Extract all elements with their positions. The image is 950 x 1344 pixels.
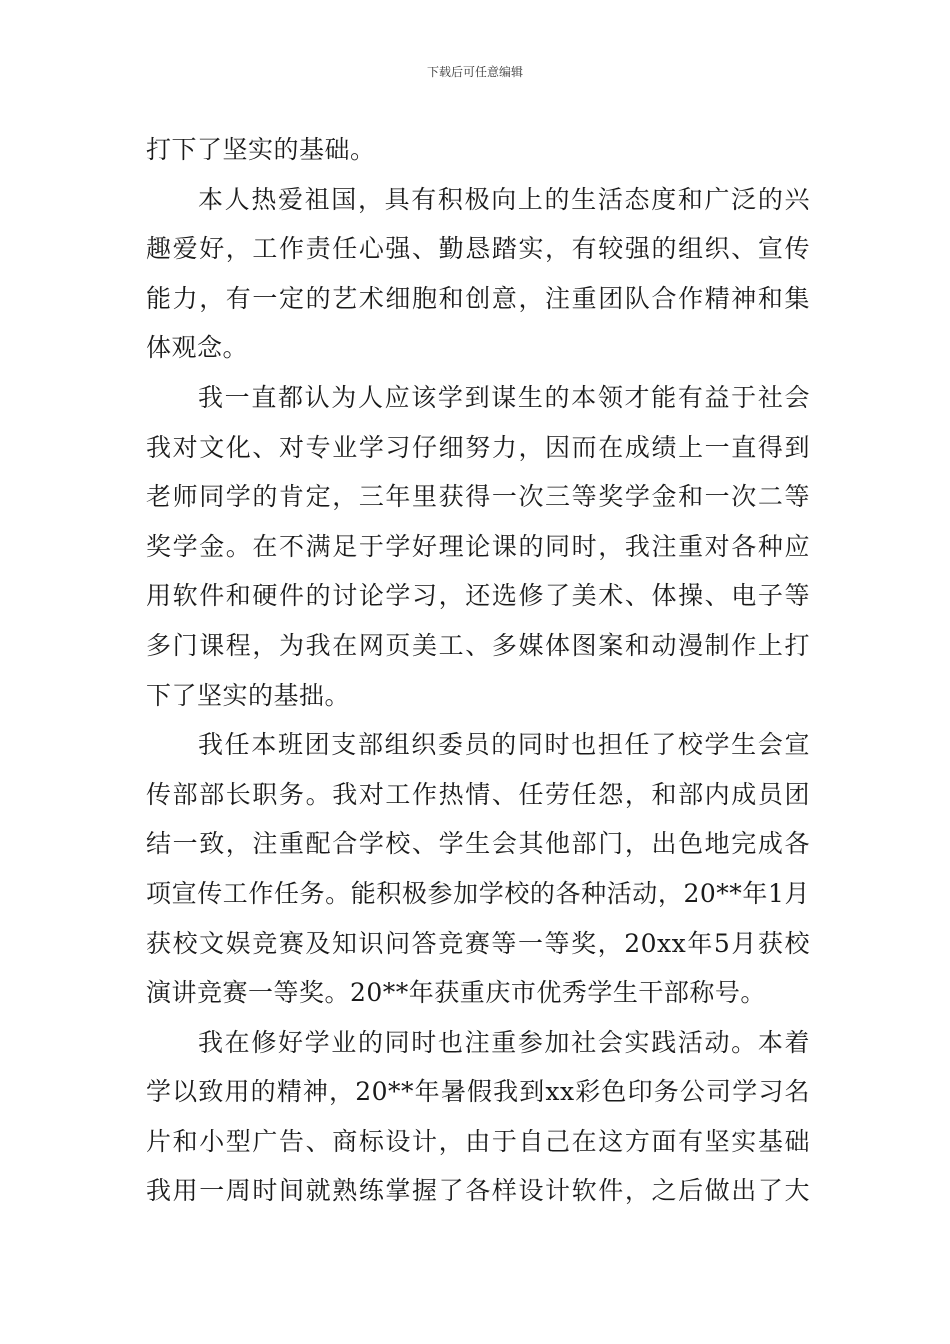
text-line: 获校文娱竞赛及知识问答竞赛等一等奖，20xx年5月获校 [146, 928, 810, 958]
text-line: 能力，有一定的艺术细胞和创意，注重团队合作精神和集 [146, 283, 810, 313]
text-line: 趣爱好，工作责任心强、勤恳踏实，有较强的组织、宣传 [146, 234, 810, 264]
text-line: 老师同学的肯定，三年里获得一次三等奖学金和一次二等 [146, 482, 810, 512]
text-line: 片和小型广告、商标设计，由于自己在这方面有坚实基础 [146, 1126, 810, 1156]
text-line: 下了坚实的基拙。 [146, 680, 351, 710]
text-line: 项宣传工作任务。能积极参加学校的各种活动，20**年1月 [146, 878, 810, 908]
text-line: 我用一周时间就熟练掌握了各样设计软件，之后做出了大 [146, 1176, 810, 1206]
document-body [146, 125, 810, 1216]
text-line: 多门课程，为我在网页美工、多媒体图案和动漫制作上打 [146, 630, 810, 660]
text-line: 体观念。 [146, 333, 249, 363]
text-line: 本人热爱祖国，具有积极向上的生活态度和广泛的兴 [198, 184, 810, 214]
text-line: 奖学金。在不满足于学好理论课的同时，我注重对各种应 [146, 531, 810, 561]
text-line: 我对文化、对专业学习仔细努力，因而在成绩上一直得到 [146, 432, 810, 462]
text-line: 传部部长职务。我对工作热情、任劳任怨，和部内成员团 [146, 779, 810, 809]
text-line: 打下了坚实的基础。 [146, 135, 376, 164]
text-line: 演讲竞赛一等奖。20**年获重庆市优秀学生干部称号。 [146, 978, 766, 1008]
text-line: 我在修好学业的同时也注重参加社会实践活动。本着 [198, 1027, 810, 1057]
text-line: 我一直都认为人应该学到谋生的本领才能有益于社会 [198, 382, 810, 412]
text-line: 用软件和硬件的讨论学习，还选修了美术、体操、电子等 [146, 581, 810, 611]
text-line: 学以致用的精神，20**年暑假我到xx彩色印务公司学习名 [146, 1077, 810, 1107]
text-line: 结一致，注重配合学校、学生会其他部门，出色地完成各 [146, 829, 810, 859]
page-header: 下载后可任意编辑 [426, 65, 523, 79]
text-line: 我任本班团支部组织委员的同时也担任了校学生会宣 [198, 730, 810, 760]
